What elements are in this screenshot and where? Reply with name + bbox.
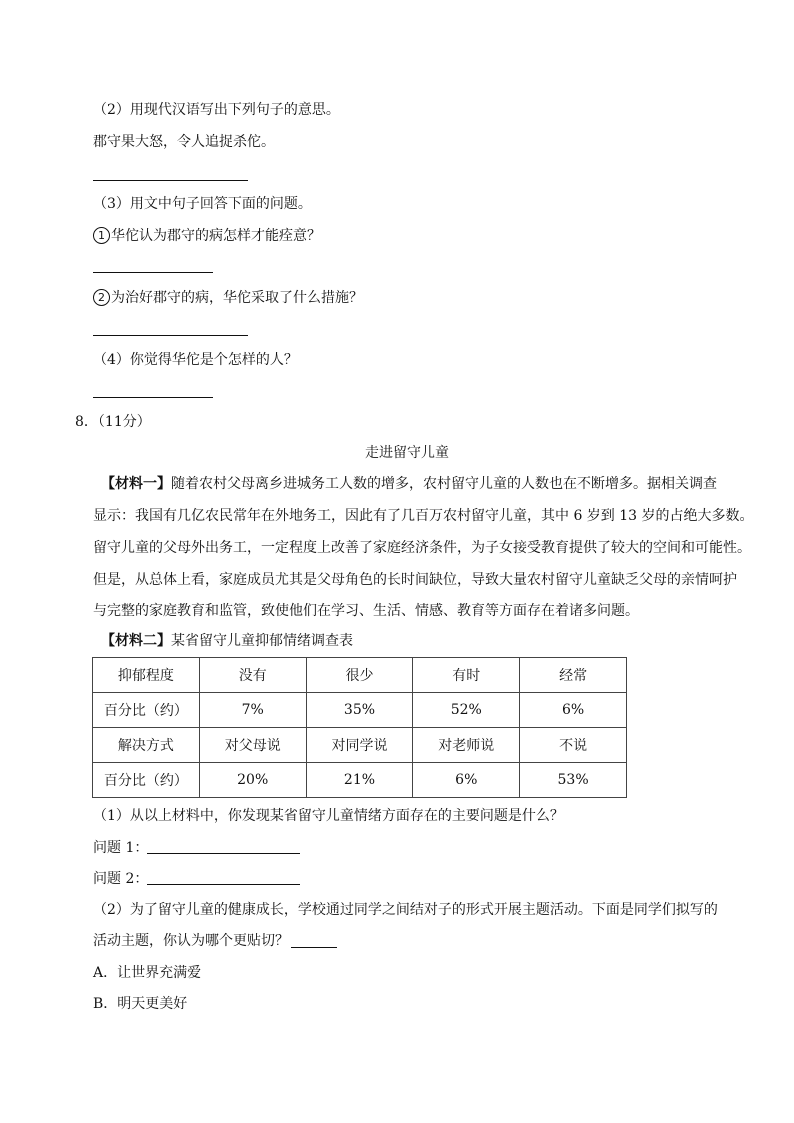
q7-sub3-q1: [93, 226, 321, 246]
q8-sub2-line2: 活动主题，你认为哪个更贴切？: [93, 931, 337, 951]
q7-sub3-q2-text: 为治好郡守的病，华佗采取了什么措施？: [111, 290, 363, 306]
table-cell: 抑郁程度: [93, 658, 200, 693]
circled-number-2: 2: [93, 289, 110, 306]
table-cell: 对同学说: [306, 728, 413, 763]
material2-heading: [101, 631, 353, 651]
material1-line3: 留守儿童的父母外出务工，一定程度上改善了家庭经济条件，为子女接受教育提供了较大的空间和可能性。: [93, 540, 751, 556]
table-row: [93, 763, 627, 798]
q8-sub1-prompt: （1）从以上材料中，你发现某省留守儿童情绪方面存在的主要问题是什么？: [93, 808, 564, 824]
material1-line4: 但是，从总体上看，家庭成员尤其是父母角色的长时间缺位，导致大量农村留守儿童缺乏父母的亲情呵护: [93, 572, 737, 588]
table-cell: 对老师说: [413, 728, 520, 763]
q7-sub4-prompt: （4）你觉得华佗是个怎样的人？: [93, 352, 298, 368]
material1-label: 【材料一】: [101, 476, 171, 492]
table-cell: 有时: [413, 658, 520, 693]
q8-number: 8．（11分）: [75, 414, 151, 430]
issue2-label: 问题 2：: [93, 871, 149, 887]
table-cell: 经常: [520, 658, 627, 693]
table-row: [93, 693, 627, 728]
table-cell: 52%: [413, 693, 520, 728]
option-b: B．明天更美好: [93, 996, 188, 1012]
table-cell: 20%: [199, 763, 306, 798]
table-cell: 没有: [199, 658, 306, 693]
table-cell: 6%: [413, 763, 520, 798]
answer-blank-q8-2[interactable]: [291, 933, 337, 948]
material1-line1: 【材料一】随着农村父母离乡进城务工人数的增多，农村留守儿童的人数也在不断增多。据相关调查: [101, 476, 717, 492]
q7-sub2-sentence: 郡守果大怒，令人追捉杀佗。: [93, 134, 275, 150]
answer-blank-q7-2[interactable]: [93, 180, 248, 181]
q7-sub2-prompt: （2）用现代汉语写出下列句子的意思。: [93, 102, 340, 118]
table-cell: 35%: [306, 693, 413, 728]
table-cell: 解决方式: [93, 728, 200, 763]
table-cell: 21%: [306, 763, 413, 798]
table-cell: 6%: [520, 693, 627, 728]
table-cell: 百分比（约）: [93, 693, 200, 728]
material1-line5: 与完整的家庭教育和监管，致使他们在学习、生活、情感、教育等方面存在着诸多问题。: [93, 603, 639, 619]
option-a: A．让世界充满爱: [93, 965, 202, 981]
q7-sub3-q1-text: 华佗认为郡守的病怎样才能痊意？: [111, 228, 321, 244]
q7-sub3-q2: [93, 288, 363, 308]
table-cell: 对父母说: [199, 728, 306, 763]
survey-table: [92, 657, 627, 798]
table-cell: 7%: [199, 693, 306, 728]
q8-title: 走进留守儿童: [365, 445, 449, 461]
table-cell: 百分比（约）: [93, 763, 200, 798]
table-cell: 不说: [520, 728, 627, 763]
answer-blank-q7-3-2[interactable]: [93, 335, 248, 336]
table-cell: 53%: [520, 763, 627, 798]
circled-number-1: 1: [93, 227, 110, 244]
issue1-label: 问题 1：: [93, 840, 149, 856]
material2-label: 【材料二】: [101, 633, 171, 649]
table-row: [93, 658, 627, 693]
q7-sub3-prompt: （3）用文中句子回答下面的问题。: [93, 196, 312, 212]
q8-sub2-line1: （2）为了留守儿童的健康成长，学校通过同学之间结对子的形式开展主题活动。下面是同学们拟写的: [93, 902, 718, 918]
answer-blank-issue2[interactable]: [147, 884, 300, 885]
table-cell: 很少: [306, 658, 413, 693]
answer-blank-q7-4[interactable]: [93, 397, 213, 398]
material1-line2: 显示：我国有几亿农民常年在外地务工，因此有了几百万农村留守儿童，其中 6 岁到 13 岁的占绝大多数。: [93, 508, 754, 524]
table-row: [93, 728, 627, 763]
answer-blank-issue1[interactable]: [147, 853, 300, 854]
answer-blank-q7-3-1[interactable]: [93, 272, 213, 273]
material2-title: 某省留守儿童抑郁情绪调查表: [171, 633, 353, 649]
